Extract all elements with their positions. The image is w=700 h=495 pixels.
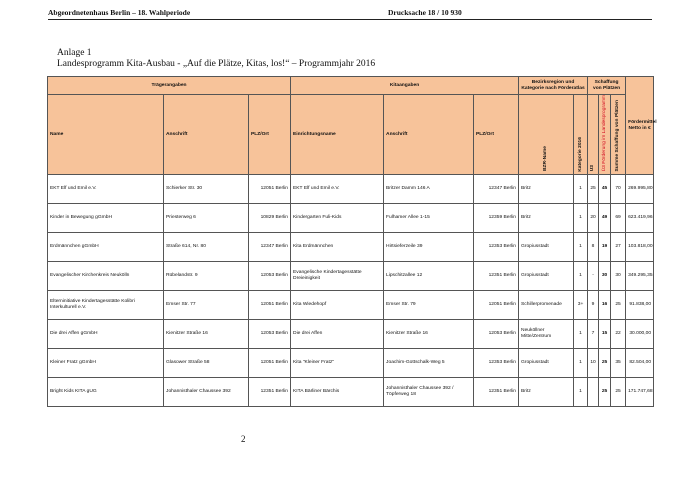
cell-einrichtung: Kita Erdmännchen	[291, 233, 384, 262]
cell-kita-anschrift: Fulhamer Allee 1-15	[384, 204, 474, 233]
cell-summe: 69	[611, 204, 626, 233]
cell-plz: 12351 Berlin	[249, 378, 291, 407]
cell-plz: 12347 Berlin	[249, 233, 291, 262]
document-header-right: Drucksache 18 / 10 930	[388, 8, 462, 17]
cell-plz: 12053 Berlin	[249, 320, 291, 349]
cell-kita-anschrift: Hirtsieferzeile 39	[384, 233, 474, 262]
cell-u3: 25	[588, 175, 599, 204]
col-kita-anschrift: Anschrift	[384, 95, 474, 175]
cell-einrichtung: Evangelische Kindertagesstätte Dreieinigkeit	[291, 262, 384, 291]
cell-betrag: 269.995,80	[626, 175, 654, 204]
cell-kategorie: 1	[574, 204, 588, 233]
cell-kita-anschrift: Lipschitzallee 12	[384, 262, 474, 291]
cell-einrichtung: Kita "Kleiner Fratz"	[291, 349, 384, 378]
cell-bzr: Gropiusstadt	[519, 349, 574, 378]
col-name: Name	[48, 95, 164, 175]
cell-u3: 20	[588, 204, 599, 233]
cell-kategorie: 1	[574, 378, 588, 407]
cell-u3: 10	[588, 349, 599, 378]
cell-einrichtung: Die drei Affen	[291, 320, 384, 349]
cell-u3: 9	[588, 291, 599, 320]
cell-kita-plz: 12353 Berlin	[474, 233, 519, 262]
cell-anschrift: Priesterweg 6	[164, 204, 249, 233]
cell-plz: 12053 Berlin	[249, 262, 291, 291]
col-kategorie: Kategorie 2016	[577, 136, 583, 172]
cell-kita-anschrift: Johannisthaler Chaussee 392 / Töpferweg 18	[384, 378, 474, 407]
cell-kita-plz: 12351 Berlin	[474, 262, 519, 291]
cell-kategorie: 1	[574, 320, 588, 349]
group-plaetze: Schaffung von Plätzen	[588, 77, 626, 95]
group-header-row	[48, 77, 654, 95]
cell-betrag: 349.295,35	[626, 262, 654, 291]
cell-ue3: 49	[599, 204, 611, 233]
cell-summe: 25	[611, 378, 626, 407]
cell-kita-plz: 12353 Berlin	[474, 349, 519, 378]
cell-anschrift: Johannisthaler Chaussee 392	[164, 378, 249, 407]
table-row	[48, 349, 654, 378]
cell-kita-plz: 12351 Berlin	[474, 378, 519, 407]
cell-anschrift: Kienitzer Straße 16	[164, 320, 249, 349]
cell-einrichtung: Kindergarten Fuli-Kids	[291, 204, 384, 233]
cell-plz: 12051 Berlin	[249, 349, 291, 378]
col-bzr: BZR-Name	[543, 146, 549, 172]
cell-kategorie: 1	[574, 175, 588, 204]
document-header-left: Abgeordnetenhaus Berlin – 18. Wahlperiode	[48, 8, 191, 17]
table-row	[48, 233, 654, 262]
cell-summe: 27	[611, 233, 626, 262]
cell-name: EKT Elf und Emil e.V.	[48, 175, 164, 204]
annex-label: Anlage 1	[57, 48, 92, 58]
cell-u3	[588, 378, 599, 407]
cell-betrag: 103.818,00	[626, 233, 654, 262]
cell-kita-anschrift: Britzer Damm 146 A	[384, 175, 474, 204]
cell-name: Die drei Affen gGmbH	[48, 320, 164, 349]
table-row	[48, 291, 654, 320]
cell-anschrift: Schierker Str. 30	[164, 175, 249, 204]
cell-kategorie: 1	[574, 262, 588, 291]
cell-ue3: 15	[599, 320, 611, 349]
cell-name: Kleiner Fratz gGmbH	[48, 349, 164, 378]
cell-name: Kinder in Bewegung gGmbH	[48, 204, 164, 233]
cell-bzr: Neuköllner Mitte/Zentrum	[519, 320, 574, 349]
col-anschrift: Anschrift	[164, 95, 249, 175]
cell-bzr: Schillerpromenade	[519, 291, 574, 320]
column-header-row	[48, 95, 654, 175]
col-summe: Summe Schaffung von Plätzen	[615, 99, 621, 172]
cell-name: Erdmännchen gGmbH	[48, 233, 164, 262]
col-einrichtung: Einrichtungsname	[291, 95, 384, 175]
cell-ue3: 30	[599, 262, 611, 291]
table-row	[48, 175, 654, 204]
cell-kita-anschrift: Joachim-Gottschalk-Weg 5	[384, 349, 474, 378]
cell-summe: 70	[611, 175, 626, 204]
cell-bzr: Britz	[519, 204, 574, 233]
cell-u3: 8	[588, 233, 599, 262]
cell-summe: 30	[611, 262, 626, 291]
cell-summe: 25	[611, 291, 626, 320]
cell-betrag: 30.000,00	[626, 320, 654, 349]
cell-ue3: 25	[599, 378, 611, 407]
cell-u3: -	[588, 262, 599, 291]
cell-betrag: 171.747,68	[626, 378, 654, 407]
cell-kategorie: 1	[574, 233, 588, 262]
cell-betrag: 623.419,96	[626, 204, 654, 233]
col-u3: U3	[590, 165, 596, 172]
cell-u3: 7	[588, 320, 599, 349]
col-foerdermittel: Fördermittel Netto in €	[626, 77, 654, 175]
cell-kategorie: 3+	[574, 291, 588, 320]
cell-einrichtung: EKT Elf und Emil e.V.	[291, 175, 384, 204]
cell-name: Evangelischer Kirchenkreis Neukölln	[48, 262, 164, 291]
cell-betrag: 82.504,00	[626, 349, 654, 378]
cell-name: Elterninitiative Kindertagesstätte Kolibri Interkulturell e.V.	[48, 291, 164, 320]
cell-anschrift: Emser Str. 77	[164, 291, 249, 320]
cell-ue3: 45	[599, 175, 611, 204]
cell-kita-plz: 12359 Berlin	[474, 204, 519, 233]
cell-kita-anschrift: Kienitzer Straße 16	[384, 320, 474, 349]
cell-plz: 12051 Berlin	[249, 291, 291, 320]
cell-bzr: Gropiusstadt	[519, 233, 574, 262]
cell-plz: 10829 Berlin	[249, 204, 291, 233]
cell-ue3: 19	[599, 233, 611, 262]
cell-kita-anschrift: Emser Str. 79	[384, 291, 474, 320]
cell-ue3: 16	[599, 291, 611, 320]
cell-anschrift: Rübelandstr. 9	[164, 262, 249, 291]
cell-plz: 12051 Berlin	[249, 175, 291, 204]
page-number: 2	[241, 434, 246, 444]
col-plz: PLZ/Ort	[249, 95, 291, 175]
cell-anschrift: Straße 614, Nr. 80	[164, 233, 249, 262]
cell-kategorie: 1	[574, 349, 588, 378]
cell-anschrift: Glasower Straße 58	[164, 349, 249, 378]
cell-kita-plz: 12051 Berlin	[474, 291, 519, 320]
cell-summe: 35	[611, 349, 626, 378]
cell-bzr: Britz	[519, 175, 574, 204]
table-row	[48, 262, 654, 291]
cell-betrag: 91.838,00	[626, 291, 654, 320]
document-title: Landesprogramm Kita-Ausbau - „Auf die Plätze, Kitas, los!“ – Programmjahr 2016	[57, 59, 376, 69]
group-traeger: Trägerangaben	[48, 77, 291, 95]
cell-name: Bright Kids KITA gUG	[48, 378, 164, 407]
table-row	[48, 204, 654, 233]
table-row	[48, 378, 654, 407]
table-row	[48, 320, 654, 349]
cell-summe: 22	[611, 320, 626, 349]
group-kita: Kitaangaben	[291, 77, 519, 95]
cell-bzr: Britz	[519, 378, 574, 407]
col-kita-plz: PLZ/Ort	[474, 95, 519, 175]
group-region: Bezirksregion und Kategorie nach Förderatlas	[519, 77, 588, 95]
header-rule	[48, 19, 652, 20]
cell-kita-plz: 12053 Berlin	[474, 320, 519, 349]
funding-table	[47, 76, 657, 407]
cell-einrichtung: KITA Bärliner Bärchis	[291, 378, 384, 407]
col-ue3: Ü3 Förderung im Landesprogramm	[601, 95, 607, 172]
cell-ue3: 25	[599, 349, 611, 378]
cell-kita-plz: 12347 Berlin	[474, 175, 519, 204]
cell-bzr: Gropiusstadt	[519, 262, 574, 291]
cell-einrichtung: Kita Wiedehopf	[291, 291, 384, 320]
